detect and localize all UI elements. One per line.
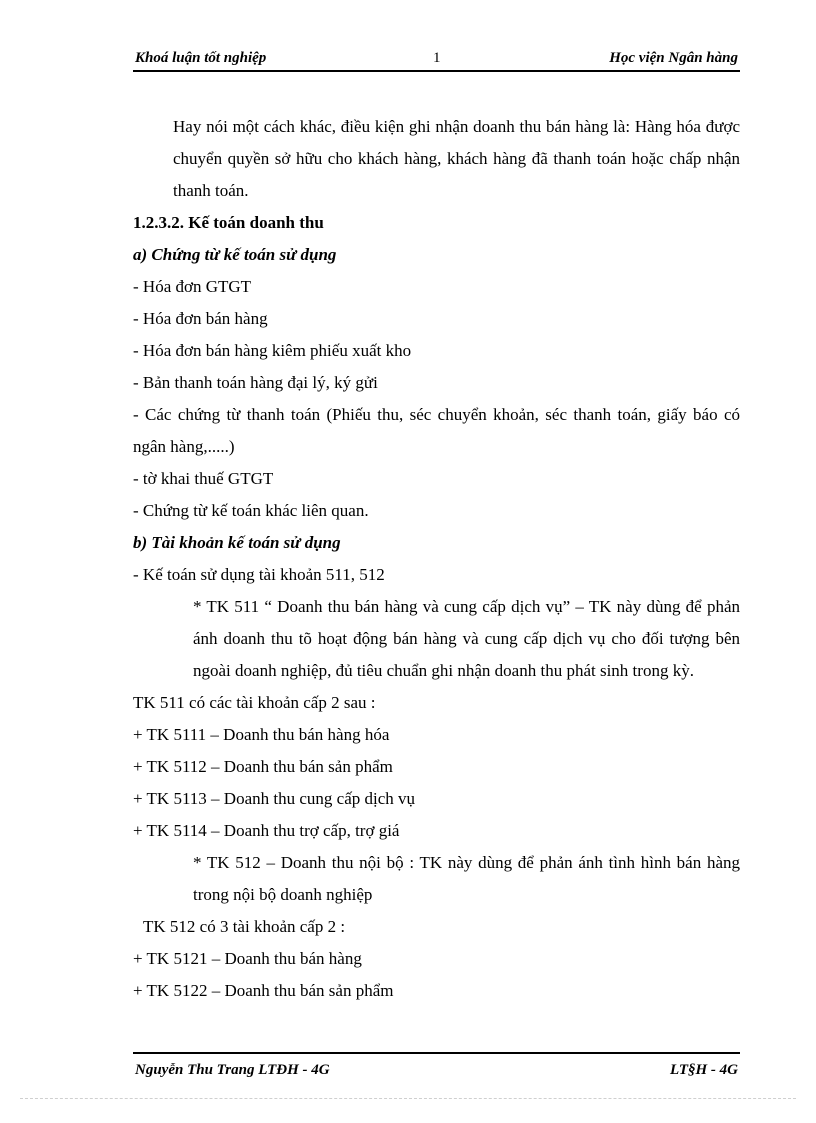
footer-class: LT§H - 4G (669, 1062, 738, 1078)
paragraph-revenue-condition: Hay nói một cách khác, điều kiện ghi nhận doanh thu bán hàng là: Hàng hóa được chuyển quyền sở hữu cho khách hàng, khách hàng đã thanh toán hoặc chấp nhận thanh toán. (173, 117, 740, 200)
section-heading: 1.2.3.2. Kế toán doanh thu (133, 213, 324, 232)
list-item: - Bản thanh toán hàng đại lý, ký gửi (133, 373, 378, 392)
subheading-accounts: b) Tài khoản kế toán sử dụng (133, 533, 341, 552)
list-item: + TK 5122 – Doanh thu bán sản phẩm (133, 981, 394, 1000)
tk511-description: * TK 511 “ Doanh thu bán hàng và cung cấp dịch vụ” – TK này dùng để phản ánh doanh thu tõ hoạt động bán hàng và cung cấp dịch vụ cho đối tượng bên ngoài doanh nghiệp, đủ tiêu chuẩn ghi nhận doanh thu phát sinh trong kỳ. (193, 597, 740, 680)
subheading-documents: a) Chứng từ kế toán sử dụng (133, 245, 337, 264)
list-item: - tờ khai thuế GTGT (133, 469, 274, 488)
page-body (133, 111, 740, 1007)
list-item: + TK 5121 – Doanh thu bán hàng (133, 949, 362, 968)
list-item: + TK 5114 – Doanh thu trợ cấp, trợ giá (133, 821, 400, 840)
page-number: 1 (433, 50, 441, 66)
list-item: + TK 5111 – Doanh thu bán hàng hóa (133, 725, 390, 744)
list-item: + TK 5112 – Doanh thu bán sản phẩm (133, 757, 393, 776)
accounts-intro: - Kế toán sử dụng tài khoản 511, 512 (133, 565, 385, 584)
list-item: - Hóa đơn GTGT (133, 277, 252, 296)
tk511-subaccounts-intro: TK 511 có các tài khoản cấp 2 sau : (133, 693, 376, 712)
list-item: - Các chứng từ thanh toán (Phiếu thu, séc chuyển khoản, séc thanh toán, giấy báo có ngân hàng,.....) (133, 405, 740, 456)
tk512-subaccounts-intro: TK 512 có 3 tài khoản cấp 2 : (143, 917, 346, 936)
header-thesis-title: Khoá luận tốt nghiệp (135, 50, 267, 66)
tk512-description: * TK 512 – Doanh thu nội bộ : TK này dùng để phản ánh tình hình bán hàng trong nội bộ doanh nghiệp (193, 853, 740, 904)
list-item: - Hóa đơn bán hàng kiêm phiếu xuất kho (133, 341, 412, 360)
page-footer (133, 1052, 740, 1084)
list-item: - Chứng từ kế toán khác liên quan. (133, 501, 369, 520)
page-bottom-divider (20, 1098, 796, 1099)
list-item: - Hóa đơn bán hàng (133, 309, 268, 328)
page-header (133, 48, 740, 72)
list-item: + TK 5113 – Doanh thu cung cấp dịch vụ (133, 789, 416, 808)
header-institution: Học viện Ngân hàng (609, 50, 738, 66)
footer-author: Nguyễn Thu Trang LTĐH - 4G (135, 1062, 330, 1078)
